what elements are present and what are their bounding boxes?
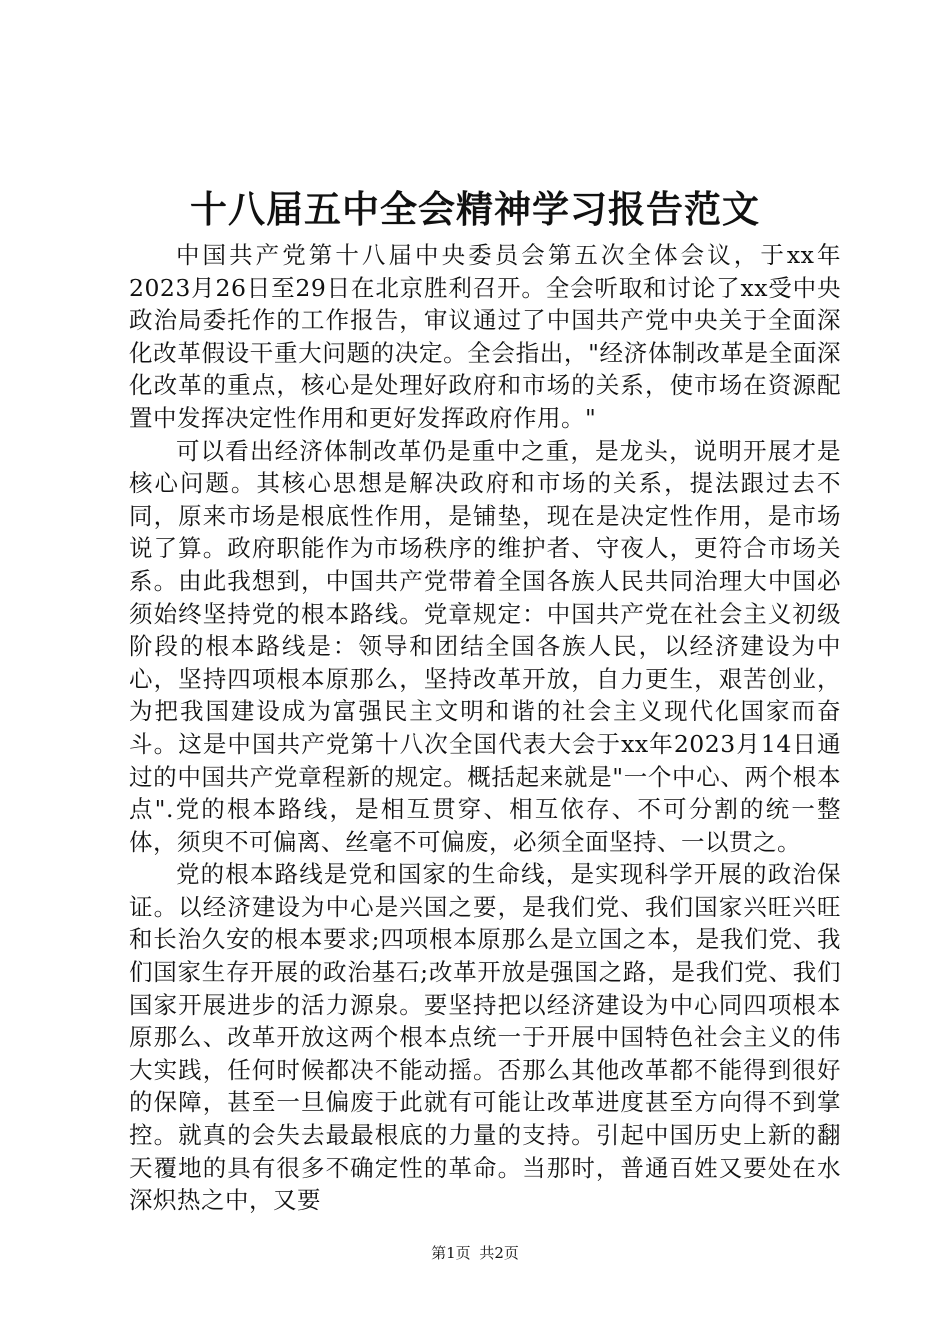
- paragraph-2: 可以看出经济体制改革仍是重中之重，是龙头，说明开展才是核心问题。其核心思想是解决政府和市场的关系，提法跟过去不同，原来市场是根底性作用，是铺垫，现在是决定性作用，是市场说了算。政府职能作为市场秩序的维护者、守夜人，更符合市场关系。由此我想到，中国共产党带着全国各族人民共同治理大中国必须始终坚持党的根本路线。党章规定：中国共产党在社会主义初级阶段的根本路线是：领导和团结全国各族人民，以经济建设为中心，坚持四项根本原那么，坚持改革开放，自力更生，艰苦创业，为把我国建设成为富强民主文明和谐的社会主义现代化国家而奋斗。这是中国共产党第十八次全国代表大会于xx年2023月14日通过的中国共产党章程新的规定。概括起来就是"一个中心、两个根本点".党的根本路线，是相互贯穿、相互依存、不可分割的统一整体，须臾不可偏离、丝毫不可偏废，必须全面坚持、一以贯之。: [129, 436, 841, 856]
- paragraph-1: 中国共产党第十八届中央委员会第五次全体会议，于xx年2023月26日至29日在北京胜利召开。全会听取和讨论了xx受中央政治局委托作的工作报告，审议通过了中国共产党中央关于全面深化改革假设干重大问题的决定。全会指出，"经济体制改革是全面深化改革的重点，核心是处理好政府和市场的关系，使市场在资源配置中发挥决定性作用和更好发挥政府作用。": [129, 241, 841, 432]
- page-footer: [0, 1243, 950, 1263]
- paragraph-3: 党的根本路线是党和国家的生命线，是实现科学开展的政治保证。以经济建设为中心是兴国之要，是我们党、我们国家兴旺兴旺和长治久安的根本要求;四项根本原那么是立国之本，是我们党、我们国家生存开展的政治基石;改革开放是强国之路，是我们党、我们国家开展进步的活力源泉。要坚持把以经济建设为中心同四项根本原那么、改革开放这两个根本点统一于开展中国特色社会主义的伟大实践，任何时候都决不能动摇。否那么其他改革都不能得到很好的保障，甚至一旦偏废于此就有可能让改革进度甚至方向得不到掌控。就真的会失去最最根底的力量的支持。引起中国历史上新的翻天覆地的具有很多不确定性的革命。当那时，普通百姓又要处在水深炽热之中，又要: [129, 860, 841, 1215]
- document-body: [129, 239, 841, 1217]
- document-title: 十八届五中全会精神学习报告范文: [190, 187, 760, 231]
- page-number: 第1页: [431, 1244, 471, 1262]
- page-total: 共2页: [479, 1244, 519, 1262]
